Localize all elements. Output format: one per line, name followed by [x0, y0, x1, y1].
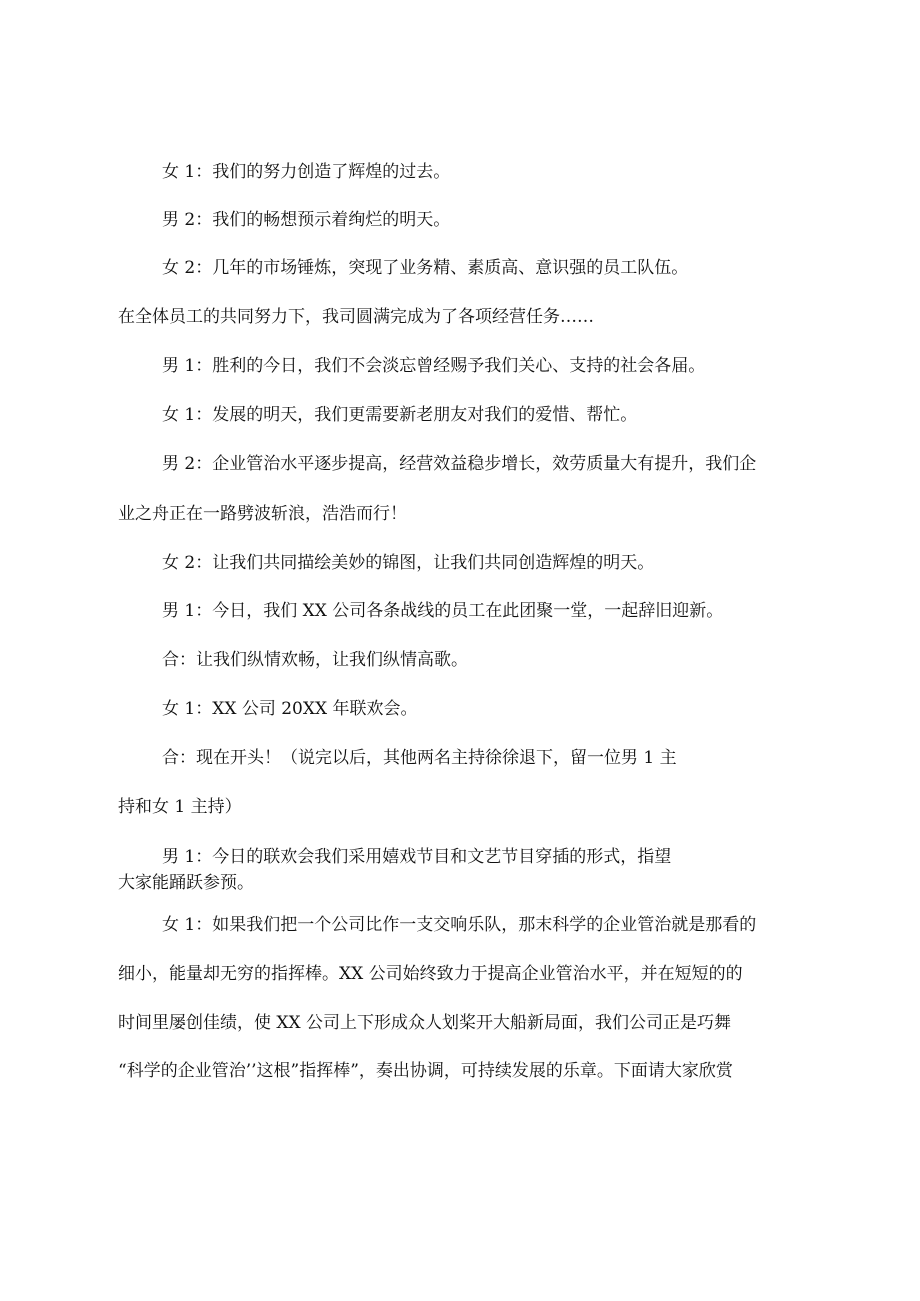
dialogue-line: 女 1：如果我们把一个公司比作一支交响乐队，那末科学的企业管治就是那看的 [162, 915, 757, 935]
dialogue-line: 男 2：企业管治水平逐步提高，经营效益稳步增长，效劳质量大有提升，我们企 [162, 454, 757, 474]
dialogue-continuation: 持和女 1 主持） [118, 797, 242, 817]
dialogue-line: 男 1：今日，我们 XX 公司各条战线的员工在此团聚一堂，一起辞旧迎新。 [162, 601, 724, 621]
dialogue-line: 合：现在开头！（说完以后，其他两名主持徐徐退下，留一位男 1 主 [162, 748, 677, 768]
dialogue-line: 女 1：XX 公司 20XX 年联欢会。 [162, 699, 418, 719]
dialogue-continuation: 时间里屡创佳绩，使 XX 公司上下形成众人划桨开大船新局面，我们公司正是巧舞 [118, 1013, 732, 1033]
dialogue-continuation: 在全体员工的共同努力下，我司圆满完成为了各项经营任务…… [118, 307, 594, 327]
dialogue-line: 女 2：让我们共同描绘美妙的锦图，让我们共同创造辉煌的明天。 [162, 553, 655, 573]
dialogue-continuation: 业之舟正在一路劈波斩浪，浩浩而行！ [118, 504, 407, 524]
dialogue-line: 女 1：我们的努力创造了辉煌的过去。 [162, 162, 451, 182]
dialogue-line: 女 2：几年的市场锤炼，突现了业务精、素质高、意识强的员工队伍。 [162, 258, 689, 278]
dialogue-line: 男 2：我们的畅想预示着绚烂的明天。 [162, 210, 451, 230]
dialogue-continuation: 细小，能量却无穷的指挥棒。XX 公司始终致力于提高企业管治水平，并在短短的的 [118, 964, 743, 984]
dialogue-continuation: 大家能踊跃参预。 [118, 873, 254, 893]
dialogue-continuation: “科学的企业管治’’这根”指挥棒”，奏出协调，可持续发展的乐章。下面请大家欣赏 [118, 1061, 733, 1081]
dialogue-line: 男 1：今日的联欢会我们采用嬉戏节目和文艺节目穿插的形式，指望 [162, 847, 672, 867]
dialogue-line: 男 1：胜利的今日，我们不会淡忘曾经赐予我们关心、支持的社会各届。 [162, 356, 706, 376]
dialogue-line: 合：让我们纵情欢畅，让我们纵情高歌。 [162, 650, 468, 670]
dialogue-line: 女 1：发展的明天，我们更需要新老朋友对我们的爱惜、帮忙。 [162, 405, 638, 425]
